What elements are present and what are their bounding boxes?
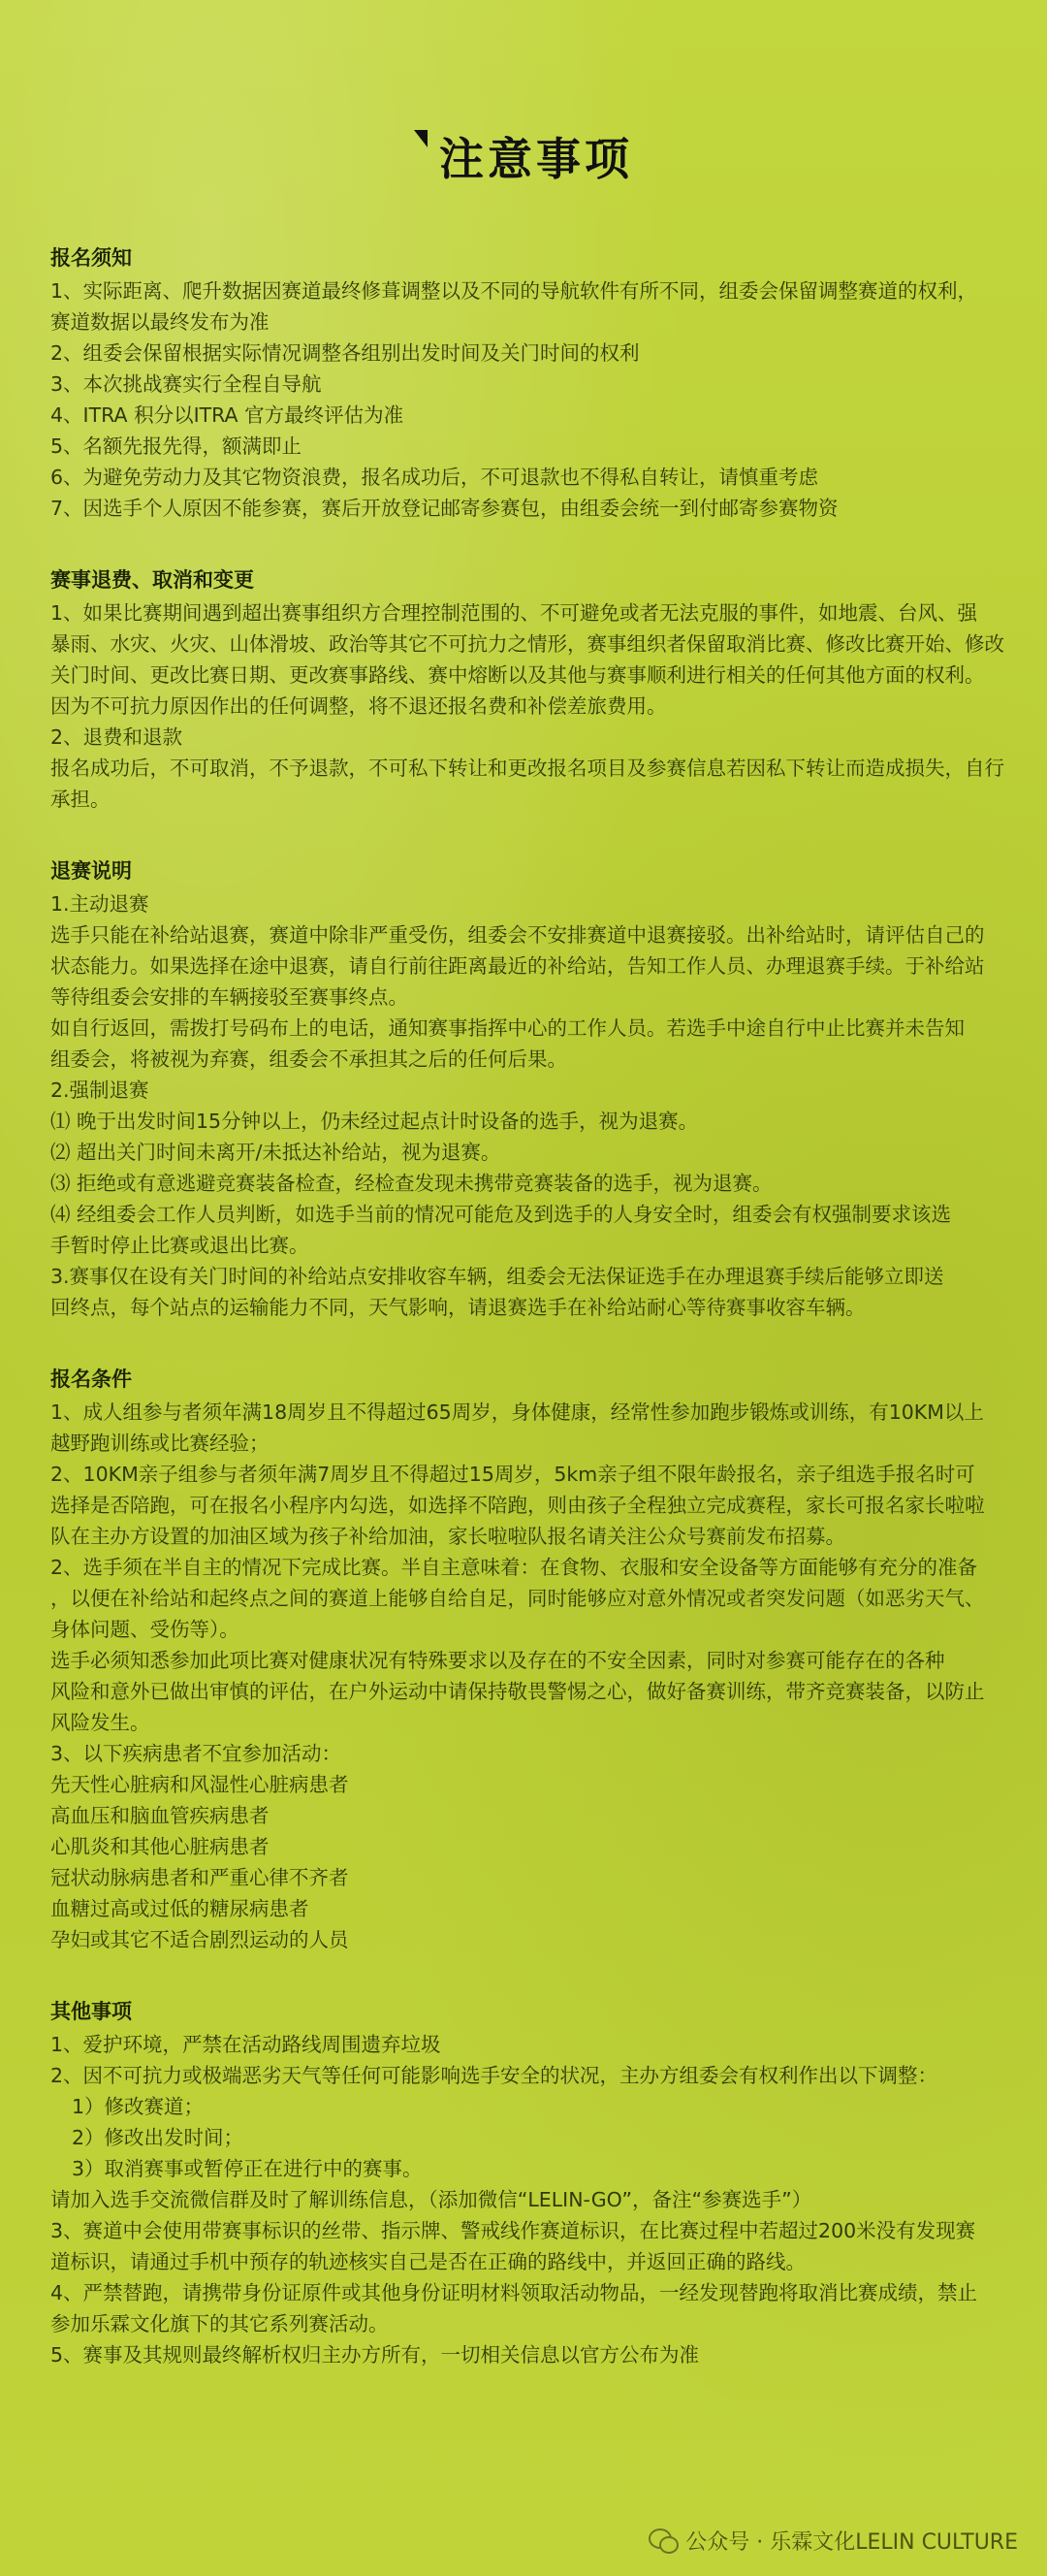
page-title-text: 注意事项 <box>439 133 633 185</box>
notice-line: 1、实际距离、爬升数据因赛道最终修葺调整以及不同的导航软件有所不同，组委会保留调整赛道的权利， <box>50 279 978 303</box>
footer-text: 公众号 · 乐霖文化LELIN CULTURE <box>685 2530 1018 2555</box>
notice-line: 2、退费和退款 <box>50 725 183 749</box>
corner-mark-icon <box>414 130 428 147</box>
notice-section <box>50 855 1010 1323</box>
notice-line: 暴雨、水灾、火灾、山体滑坡、政治等其它不可抗力之情形，赛事组织者保留取消比赛、修改比赛开始、修改 <box>50 632 1004 656</box>
notice-line: 队在主办方设置的加油区域为孩子补给加油，家长啦啦队报名请关注公众号赛前发布招募。 <box>50 1525 845 1548</box>
notice-section <box>50 1996 1010 2370</box>
notice-line: 请加入选手交流微信群及时了解训练信息，（添加微信“LELIN-GO”，备注“参赛选手”） <box>50 2188 812 2211</box>
section-heading: 报名须知 <box>50 246 132 270</box>
notice-line: 4、ITRA 积分以ITRA 官方最终评估为准 <box>50 403 404 427</box>
notice-line: 手暂时停止比赛或退出比赛。 <box>50 1234 309 1257</box>
section-heading: 退赛说明 <box>50 859 132 883</box>
notice-line: 选手只能在补给站退赛，赛道中除非严重受伤，组委会不安排赛道中退赛接驳。出补给站时，请评估自己的 <box>50 923 985 947</box>
notice-line: 如自行返回，需拨打号码布上的电话，通知赛事指挥中心的工作人员。若选手中途自行中止比赛并未告知 <box>50 1016 965 1040</box>
notice-line: 风险发生。 <box>50 1711 150 1734</box>
notice-line: 3、赛道中会使用带赛事标识的丝带、指示牌、警戒线作赛道标识，在比赛过程中若超过200米没有发现赛 <box>50 2219 976 2242</box>
notice-line: 组委会，将被视为弃赛，组委会不承担其之后的任何后果。 <box>50 1047 567 1071</box>
notice-line: 5、名额先报先得，额满即止 <box>50 435 302 458</box>
notice-line: 报名成功后，不可取消，不予退款，不可私下转让和更改报名项目及参赛信息若因私下转让而造成损失，自行 <box>50 757 1004 780</box>
notice-line: 选择是否陪跑，可在报名小程序内勾选，如选择不陪跑，则由孩子全程独立完成赛程，家长可报名家长啦啦 <box>50 1494 985 1517</box>
notice-line: 3）取消赛事或暂停正在进行中的赛事。 <box>72 2157 423 2180</box>
section-heading: 赛事退费、取消和变更 <box>50 568 254 592</box>
notice-line: 3.赛事仅在设有关门时间的补给站点安排收容车辆，组委会无法保证选手在办理退赛手续后能够立即送 <box>50 1265 944 1288</box>
notice-line: 2、10KM亲子组参与者须年满7周岁且不得超过15周岁，5km亲子组不限年龄报名，亲子组选手报名时可 <box>50 1463 975 1486</box>
wechat-icon <box>649 2528 678 2554</box>
notice-line: 5、赛事及其规则最终解析权归主办方所有，一切相关信息以官方公布为准 <box>50 2343 700 2367</box>
notice-line: ⑴ 晚于出发时间15分钟以上，仍未经过起点计时设备的选手，视为退赛。 <box>50 1110 699 1133</box>
notice-line: 1、爱护环境，严禁在活动路线周围遗弃垃圾 <box>50 2033 441 2056</box>
notice-line: 1）修改赛道； <box>72 2095 205 2118</box>
notice-line: ⑶ 拒绝或有意逃避竞赛装备检查，经检查发现未携带竞赛装备的选手，视为退赛。 <box>50 1172 773 1195</box>
notice-line: 越野跑训练或比赛经验； <box>50 1432 270 1455</box>
notice-content <box>50 242 1010 2411</box>
footer-watermark <box>649 2526 1018 2556</box>
notice-line: 参加乐霖文化旗下的其它系列赛活动。 <box>50 2312 389 2335</box>
notice-line: 2、选手须在半自主的情况下完成比赛。半自主意味着：在食物、衣服和安全设备等方面能够有充分的准备 <box>50 1556 978 1579</box>
section-heading: 报名条件 <box>50 1368 132 1391</box>
notice-section <box>50 564 1010 815</box>
notice-line: 3、本次挑战赛实行全程自导航 <box>50 372 322 396</box>
notice-line: 2）修改出发时间； <box>72 2126 244 2149</box>
page-title <box>414 124 633 188</box>
notice-line: 冠状动脉病患者和严重心律不齐者 <box>50 1866 349 1889</box>
notice-line: ，以便在补给站和起终点之间的赛道上能够自给自足，同时能够应对意外情况或者突发问题（如恶劣天气、 <box>50 1587 985 1610</box>
notice-line: 因为不可抗力原因作出的任何调整，将不退还报名费和补偿差旅费用。 <box>50 694 667 718</box>
section-heading: 其他事项 <box>50 2000 132 2023</box>
notice-line: 2、组委会保留根据实际情况调整各组别出发时间及关门时间的权利 <box>50 341 640 365</box>
notice-line: 1、如果比赛期间遇到超出赛事组织方合理控制范围的、不可避免或者无法克服的事件，如地震、台风、强 <box>50 601 978 625</box>
notice-line: 4、严禁替跑，请携带身份证原件或其他身份证明材料领取活动物品，一经发现替跑将取消比赛成绩，禁止 <box>50 2281 978 2304</box>
notice-section <box>50 242 1010 524</box>
notice-line: 血糖过高或过低的糖尿病患者 <box>50 1897 309 1920</box>
notice-line: 状态能力。如果选择在途中退赛，请自行前往距离最近的补给站，告知工作人员、办理退赛手续。于补给站 <box>50 954 985 978</box>
notice-line: 1.主动退赛 <box>50 892 149 916</box>
notice-line: 先天性心脏病和风湿性心脏病患者 <box>50 1773 349 1796</box>
notice-line: 3、以下疾病患者不宜参加活动： <box>50 1742 342 1765</box>
notice-line: 身体问题、受伤等）。 <box>50 1618 239 1641</box>
notice-line: 1、成人组参与者须年满18周岁且不得超过65周岁，身体健康，经常性参加跑步锻炼或训练，有10KM以上 <box>50 1401 984 1424</box>
notice-line: 承担。 <box>50 788 111 811</box>
notice-line: 6、为避免劳动力及其它物资浪费，报名成功后，不可退款也不得私自转让，请慎重考虑 <box>50 466 819 489</box>
notice-line: 高血压和脑血管疾病患者 <box>50 1804 270 1827</box>
notice-line: 赛道数据以最终发布为准 <box>50 310 270 334</box>
notice-line: ⑵ 超出关门时间未离开/未抵达补给站，视为退赛。 <box>50 1141 501 1164</box>
notice-line: 风险和意外已做出审慎的评估，在户外运动中请保持敬畏警惕之心，做好备赛训练，带齐竞赛装备，以防止 <box>50 1680 985 1703</box>
title-area <box>0 124 1047 188</box>
notice-line: 2、因不可抗力或极端恶劣天气等任何可能影响选手安全的状况，主办方组委会有权利作出以下调整： <box>50 2064 938 2087</box>
notice-section <box>50 1364 1010 1955</box>
notice-line: 2.强制退赛 <box>50 1079 149 1102</box>
notice-line: 道标识，请通过手机中预存的轨迹核实自己是否在正确的路线中，并返回正确的路线。 <box>50 2250 806 2273</box>
notice-line: 选手必须知悉参加此项比赛对健康状况有特殊要求以及存在的不安全因素，同时对参赛可能存在的各种 <box>50 1649 945 1672</box>
notice-line: 回终点，每个站点的运输能力不同，天气影响，请退赛选手在补给站耐心等待赛事收容车辆。 <box>50 1296 866 1319</box>
notice-line: ⑷ 经组委会工作人员判断，如选手当前的情况可能危及到选手的人身安全时，组委会有权强制要求该选 <box>50 1203 952 1226</box>
notice-line: 关门时间、更改比赛日期、更改赛事路线、赛中熔断以及其他与赛事顺利进行相关的任何其他方面的权利。 <box>50 663 985 687</box>
notice-line: 心肌炎和其他心脏病患者 <box>50 1835 270 1858</box>
notice-line: 孕妇或其它不适合剧烈运动的人员 <box>50 1928 349 1951</box>
notice-line: 7、因选手个人原因不能参赛，赛后开放登记邮寄参赛包，由组委会统一到付邮寄参赛物资 <box>50 497 839 520</box>
notice-line: 等待组委会安排的车辆接驳至赛事终点。 <box>50 985 408 1009</box>
